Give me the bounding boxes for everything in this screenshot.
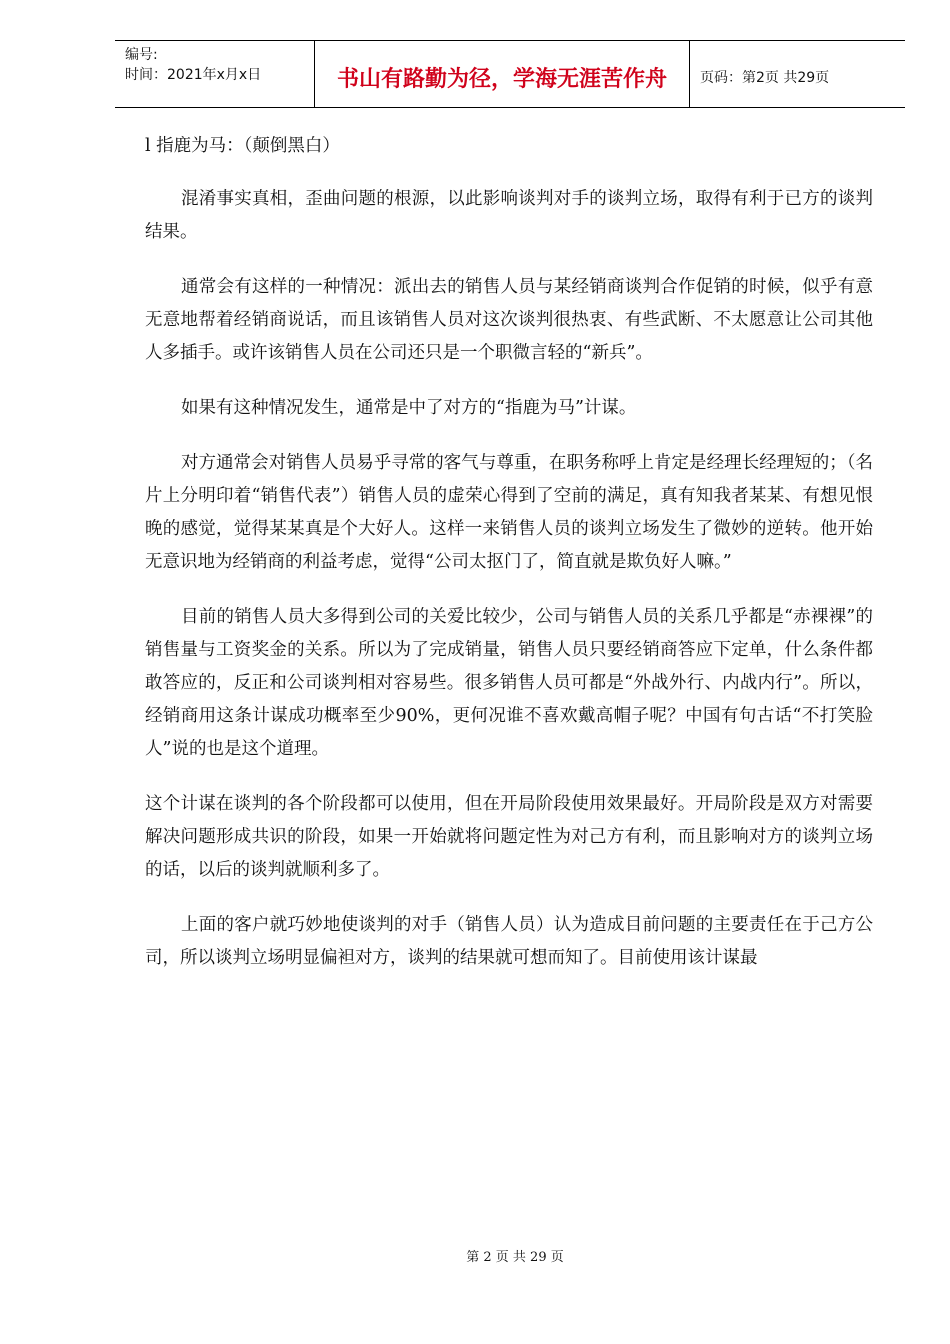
paragraph: 如果有这种情况发生，通常是中了对方的“指鹿为马”计谋。	[181, 398, 637, 418]
paragraph: 混淆事实真相，歪曲问题的根源，以此影响谈判对手的谈判立场，取得有利于已方的谈判结果。	[145, 189, 873, 242]
paragraph: 这个计谋在谈判的各个阶段都可以使用，但在开局阶段使用效果最好。开局阶段是双方对需要解决问题形成共识的阶段，如果一开始就将问题定性为对己方有利，而且影响对方的谈判立场的话，以后的谈判就顺利多了。	[145, 794, 873, 880]
paragraph: 目前的销售人员大多得到公司的关爱比较少，公司与销售人员的关系几乎都是“赤裸裸”的销售量与工资奖金的关系。所以为了完成销量，销售人员只要经销商答应下定单，什么条件都敢答应的，反正和公司谈判相对容易些。很多销售人员可都是“外战外行、内战内行”。所以，经销商用这条计谋成功概率至少90%，更何况谁不喜欢戴高帽子呢？中国有句古话“不打笑脸人”说的也是这个道理。	[145, 607, 873, 759]
document-number-label: 编号:	[125, 47, 158, 63]
page-footer	[0, 1246, 950, 1265]
page-header	[115, 40, 905, 108]
paragraph: 上面的客户就巧妙地使谈判的对手（销售人员）认为造成目前问题的主要责任在于己方公司，所以谈判立场明显偏袒对方，谈判的结果就可想而知了。目前使用该计谋最	[145, 915, 873, 968]
header-page-info: 页码：第2页 共29页	[700, 70, 830, 86]
paragraph: 通常会有这样的一种情况：派出去的销售人员与某经销商谈判合作促销的时候，似乎有意无意地帮着经销商说话，而且该销售人员对这次谈判很热衷、有些武断、不太愿意让公司其他人多插手。或许该销售人员在公司还只是一个职微言轻的“新兵”。	[145, 277, 873, 363]
paragraph: 对方通常会对销售人员易乎寻常的客气与尊重，在职务称呼上肯定是经理长经理短的；（名片上分明印着“销售代表”）销售人员的虚荣心得到了空前的满足，真有知我者某某、有想见恨晚的感觉，觉得某某真是个大好人。这样一来销售人员的谈判立场发生了微妙的逆转。他开始无意识地为经销商的利益考虑，觉得“公司太抠门了，简直就是欺负好人嘛。”	[145, 453, 873, 572]
document-body	[145, 130, 873, 997]
header-motto: 书山有路勤为径，学海无涯苦作舟	[315, 41, 690, 107]
document-time-label: 时间：2021年x月x日	[125, 67, 262, 83]
header-meta	[115, 41, 315, 107]
section-heading: l 指鹿为马：（颠倒黑白）	[145, 136, 340, 156]
footer-page-number: 第 2 页 共 29 页	[466, 1250, 564, 1265]
